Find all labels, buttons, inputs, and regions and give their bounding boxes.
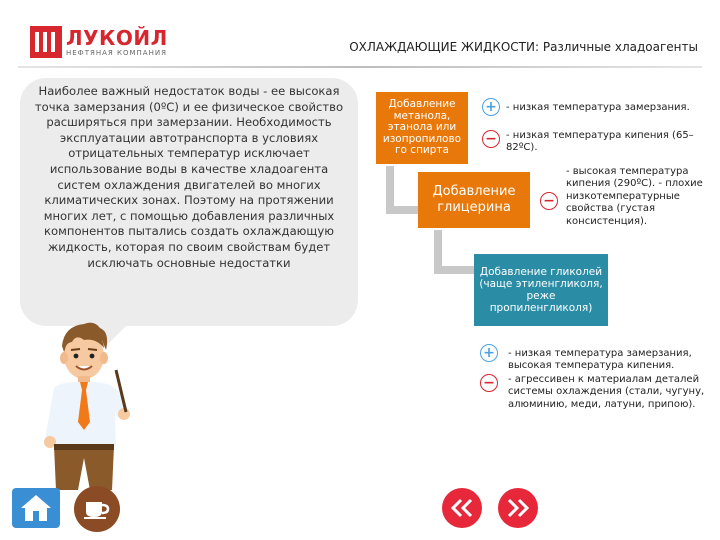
coffee-cup-icon [83,498,111,520]
home-icon [19,493,53,523]
previous-slide-button[interactable] [442,488,482,528]
double-chevron-right-icon [505,498,531,518]
plus-circle-icon: + [480,344,498,362]
page-title: ОХЛАЖДАЮЩИЕ ЖИДКОСТИ: Различные хладоагенты [349,40,698,54]
minus-circle-icon: − [540,192,558,210]
bubble-text: Наиболее важный недостаток воды - ее высокая точка замерзания (0ºС) и ее физическое свойство расширяться при замерзании. Необходимость эксплуатации автотранспорта в условиях отрицательных температур исключает использование воды в качестве хладоагента систем охлаждения двигателей во многих климатических зонах. Поэтому на протяжении многих лет, с помощью добавления различных компонентов пытались создать охлаждающую жидкость, которая по своим свойствам будет исключать основные недостатки [34,84,344,270]
glycol-additive-box: Добавление гликолей (чаще этиленгликоля, реже пропиленгликоля) [474,254,608,326]
coffee-break-button[interactable] [74,486,120,532]
glycerin-additive-box: Добавление глицерина [418,172,530,228]
glycol-minus-text: - агрессивен к материалам деталей системы охлаждения (стали, чугуну, алюминию, меди, латуни, припою). [508,374,705,410]
glycol-plus-text: - низкая температура замерзания, высокая температура кипения. [508,348,692,372]
lukoil-logo [30,26,168,58]
methanol-additive-box: Добавление метанола, этанола или изопропилово го спирта [376,92,468,164]
glycerin-minus-text: - высокая температура кипения (290ºС). - плохие низкотемпературные свойства (густая консистенция). [566,166,703,227]
minus-circle-icon: − [480,374,498,392]
logo-subtitle: НЕФТЯНАЯ КОМПАНИЯ [66,48,167,57]
methanol-minus-text: - низкая температура кипения (65–82ºС). [506,130,694,154]
methanol-plus-text: - низкая температура замерзания. [506,102,690,113]
logo-name: ЛУКОЙЛ [66,25,168,50]
presenter-man-illustration [20,318,150,490]
header-divider [18,66,702,68]
double-chevron-left-icon [449,498,475,518]
home-button[interactable] [12,488,60,528]
lukoil-logo-mark-icon [30,26,62,58]
flow-connector-2 [432,230,478,276]
next-slide-button[interactable] [498,488,538,528]
plus-circle-icon: + [482,98,500,116]
minus-circle-icon: − [482,130,500,148]
